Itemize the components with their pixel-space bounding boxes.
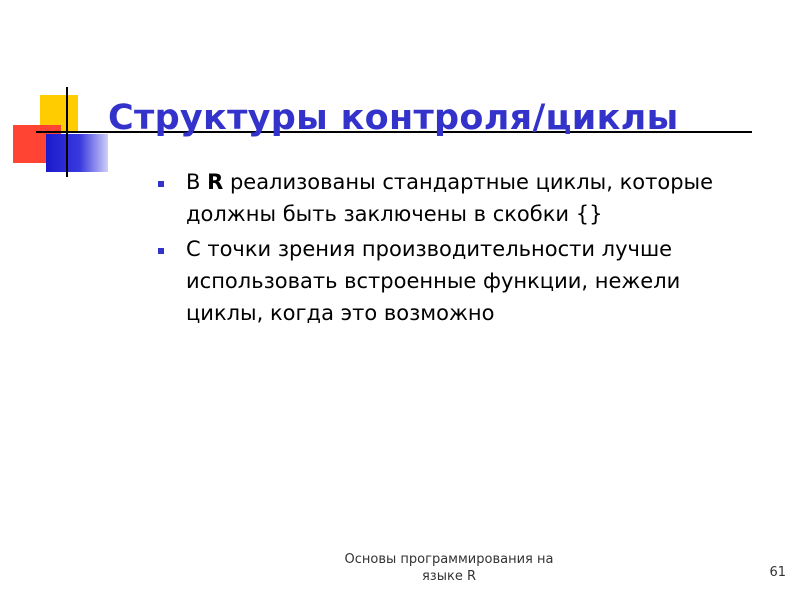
logo-square-blue: [46, 134, 108, 172]
bullet-text-bold: R: [207, 170, 224, 194]
bullet-text: реализованы стандартные циклы, которые должны быть заключены в скобки {}: [186, 170, 714, 226]
page-number: 61: [769, 565, 786, 580]
bullet-text-prefix: С точки зрения производительности лучше использовать встроенные функции, нежели циклы, когда это возможно: [186, 237, 681, 325]
bullet-item: [158, 233, 758, 329]
bullet-item: [158, 166, 758, 230]
footer-line-1: Основы программирования на: [344, 552, 554, 567]
bullet-list: [158, 166, 758, 332]
footer: [330, 551, 568, 585]
slide-title: Структуры контроля/циклы: [108, 98, 679, 138]
square-bullet-icon: [158, 248, 164, 254]
bullet-text-prefix: В: [186, 170, 208, 194]
square-bullet-icon: [158, 181, 164, 187]
footer-line-2: языке R: [421, 569, 476, 584]
